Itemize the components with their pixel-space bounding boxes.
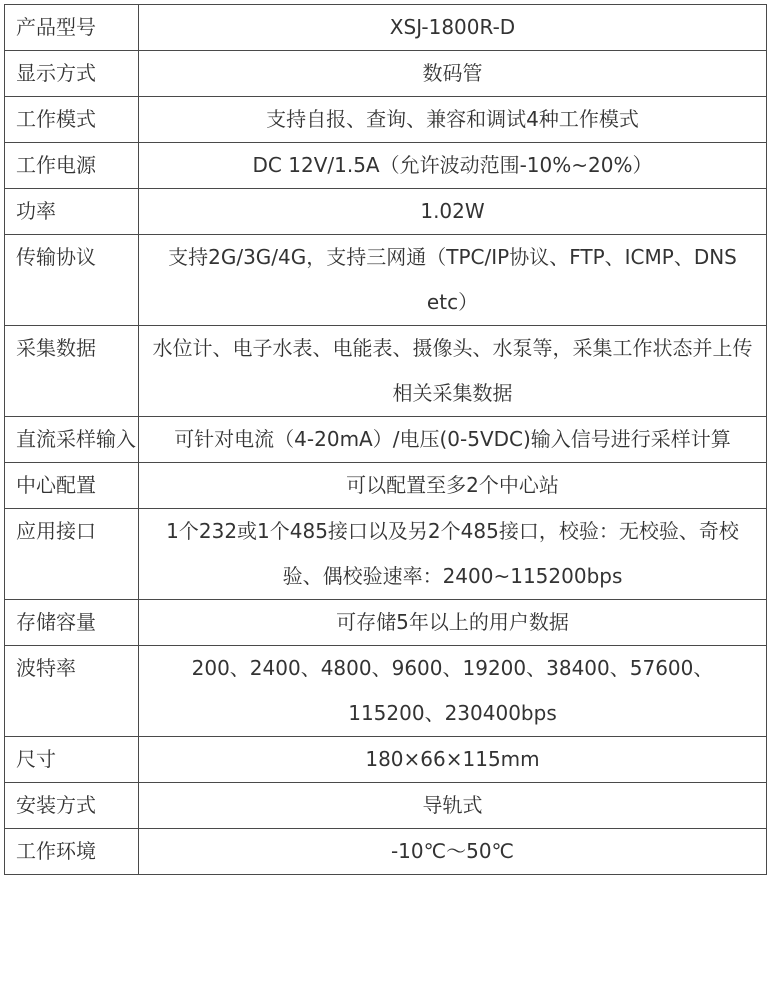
table-row	[5, 783, 767, 829]
row-value: DC 12V/1.5A（允许波动范围-10%~20%）	[139, 143, 767, 189]
row-value: 1个232或1个485接口以及另2个485接口，校验：无校验、奇校验、偶校验速率：2400~115200bps	[139, 509, 767, 600]
row-value: 可存储5年以上的用户数据	[139, 600, 767, 646]
row-value: XSJ-1800R-D	[139, 5, 767, 51]
table-row	[5, 51, 767, 97]
row-label: 显示方式	[5, 51, 139, 97]
row-label: 采集数据	[5, 326, 139, 417]
table-row	[5, 143, 767, 189]
row-label: 存储容量	[5, 600, 139, 646]
row-value: 180×66×115mm	[139, 737, 767, 783]
row-label: 产品型号	[5, 5, 139, 51]
row-value: 支持自报、查询、兼容和调试4种工作模式	[139, 97, 767, 143]
spec-table	[4, 4, 767, 875]
table-row	[5, 189, 767, 235]
row-value: 水位计、电子水表、电能表、摄像头、水泵等，采集工作状态并上传相关采集数据	[139, 326, 767, 417]
row-value: 导轨式	[139, 783, 767, 829]
table-row	[5, 509, 767, 600]
row-value: -10℃～50℃	[139, 829, 767, 875]
row-label: 尺寸	[5, 737, 139, 783]
row-label: 中心配置	[5, 463, 139, 509]
table-row	[5, 417, 767, 463]
row-label: 安装方式	[5, 783, 139, 829]
table-row	[5, 829, 767, 875]
table-row	[5, 737, 767, 783]
table-row	[5, 5, 767, 51]
table-row	[5, 97, 767, 143]
row-label: 工作电源	[5, 143, 139, 189]
table-row	[5, 600, 767, 646]
table-row	[5, 326, 767, 417]
row-label: 直流采样输入	[5, 417, 139, 463]
row-label: 波特率	[5, 646, 139, 737]
row-value: 200、2400、4800、9600、19200、38400、57600、115200、230400bps	[139, 646, 767, 737]
row-label: 工作环境	[5, 829, 139, 875]
row-label: 应用接口	[5, 509, 139, 600]
row-value: 数码管	[139, 51, 767, 97]
row-label: 功率	[5, 189, 139, 235]
row-value: 可针对电流（4-20mA）/电压(0-5VDC)输入信号进行采样计算	[139, 417, 767, 463]
table-row	[5, 463, 767, 509]
table-row	[5, 646, 767, 737]
row-value: 支持2G/3G/4G，支持三网通（TPC/IP协议、FTP、ICMP、DNS etc）	[139, 235, 767, 326]
row-label: 工作模式	[5, 97, 139, 143]
row-value: 可以配置至多2个中心站	[139, 463, 767, 509]
row-label: 传输协议	[5, 235, 139, 326]
row-value: 1.02W	[139, 189, 767, 235]
table-row	[5, 235, 767, 326]
